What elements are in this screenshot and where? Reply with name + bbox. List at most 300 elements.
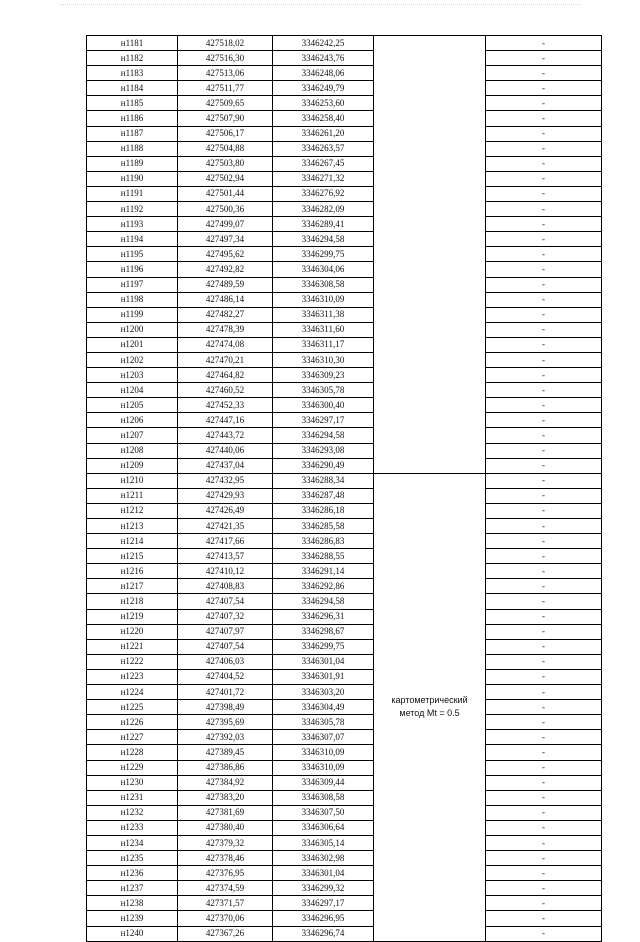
x-coordinate-cell: 427503,80 bbox=[178, 156, 273, 171]
method-label-line2: метод Mt = 0.5 bbox=[399, 708, 460, 719]
note-cell: - bbox=[486, 51, 602, 66]
point-id-cell: н1229 bbox=[87, 760, 178, 775]
y-coordinate-cell: 3346249,79 bbox=[273, 81, 374, 96]
point-id-cell: н1215 bbox=[87, 549, 178, 564]
y-coordinate-cell: 3346289,41 bbox=[273, 217, 374, 232]
note-cell: - bbox=[486, 36, 602, 51]
y-coordinate-cell: 3346287,48 bbox=[273, 488, 374, 503]
note-cell: - bbox=[486, 579, 602, 594]
x-coordinate-cell: 427501,44 bbox=[178, 186, 273, 201]
note-cell: - bbox=[486, 428, 602, 443]
table-row bbox=[87, 217, 602, 232]
note-cell: - bbox=[486, 111, 602, 126]
y-coordinate-cell: 3346301,04 bbox=[273, 866, 374, 881]
table-row bbox=[87, 307, 602, 322]
table-row bbox=[87, 368, 602, 383]
table-row bbox=[87, 186, 602, 201]
y-coordinate-cell: 3346253,60 bbox=[273, 96, 374, 111]
y-coordinate-cell: 3346311,60 bbox=[273, 322, 374, 337]
x-coordinate-cell: 427381,69 bbox=[178, 805, 273, 820]
point-id-cell: н1205 bbox=[87, 398, 178, 413]
point-id-cell: н1237 bbox=[87, 881, 178, 896]
point-id-cell: н1187 bbox=[87, 126, 178, 141]
x-coordinate-cell: 427407,97 bbox=[178, 624, 273, 639]
table-row bbox=[87, 262, 602, 277]
x-coordinate-cell: 427470,21 bbox=[178, 352, 273, 367]
table-row bbox=[87, 881, 602, 896]
note-cell: - bbox=[486, 881, 602, 896]
table-row bbox=[87, 519, 602, 534]
method-cell bbox=[374, 473, 486, 941]
x-coordinate-cell: 427392,03 bbox=[178, 730, 273, 745]
table-row bbox=[87, 36, 602, 51]
x-coordinate-cell: 427407,54 bbox=[178, 594, 273, 609]
note-cell: - bbox=[486, 292, 602, 307]
point-id-cell: н1200 bbox=[87, 322, 178, 337]
x-coordinate-cell: 427404,52 bbox=[178, 669, 273, 684]
y-coordinate-cell: 3346286,83 bbox=[273, 534, 374, 549]
table-row bbox=[87, 866, 602, 881]
note-cell: - bbox=[486, 66, 602, 81]
point-id-cell: н1183 bbox=[87, 66, 178, 81]
note-cell: - bbox=[486, 760, 602, 775]
x-coordinate-cell: 427497,34 bbox=[178, 232, 273, 247]
table-row bbox=[87, 202, 602, 217]
y-coordinate-cell: 3346243,76 bbox=[273, 51, 374, 66]
note-cell: - bbox=[486, 926, 602, 941]
coordinates-table bbox=[86, 35, 602, 942]
x-coordinate-cell: 427482,27 bbox=[178, 307, 273, 322]
x-coordinate-cell: 427489,59 bbox=[178, 277, 273, 292]
table-row bbox=[87, 926, 602, 941]
table-row bbox=[87, 458, 602, 473]
table-row bbox=[87, 775, 602, 790]
note-cell: - bbox=[486, 141, 602, 156]
x-coordinate-cell: 427389,45 bbox=[178, 745, 273, 760]
x-coordinate-cell: 427371,57 bbox=[178, 896, 273, 911]
point-id-cell: н1208 bbox=[87, 443, 178, 458]
y-coordinate-cell: 3346294,58 bbox=[273, 232, 374, 247]
point-id-cell: н1190 bbox=[87, 171, 178, 186]
point-id-cell: н1220 bbox=[87, 624, 178, 639]
x-coordinate-cell: 427386,86 bbox=[178, 760, 273, 775]
note-cell: - bbox=[486, 669, 602, 684]
table-row bbox=[87, 111, 602, 126]
y-coordinate-cell: 3346307,50 bbox=[273, 805, 374, 820]
table-row bbox=[87, 126, 602, 141]
table-row bbox=[87, 413, 602, 428]
note-cell: - bbox=[486, 398, 602, 413]
note-cell: - bbox=[486, 171, 602, 186]
note-cell: - bbox=[486, 639, 602, 654]
x-coordinate-cell: 427395,69 bbox=[178, 715, 273, 730]
y-coordinate-cell: 3346305,14 bbox=[273, 835, 374, 850]
y-coordinate-cell: 3346306,64 bbox=[273, 820, 374, 835]
x-coordinate-cell: 427492,82 bbox=[178, 262, 273, 277]
y-coordinate-cell: 3346305,78 bbox=[273, 715, 374, 730]
y-coordinate-cell: 3346309,23 bbox=[273, 368, 374, 383]
point-id-cell: н1227 bbox=[87, 730, 178, 745]
table-row bbox=[87, 745, 602, 760]
x-coordinate-cell: 427460,52 bbox=[178, 383, 273, 398]
y-coordinate-cell: 3346242,25 bbox=[273, 36, 374, 51]
x-coordinate-cell: 427464,82 bbox=[178, 368, 273, 383]
y-coordinate-cell: 3346294,58 bbox=[273, 594, 374, 609]
x-coordinate-cell: 427401,72 bbox=[178, 685, 273, 700]
table-row bbox=[87, 579, 602, 594]
table-row bbox=[87, 805, 602, 820]
table-row bbox=[87, 96, 602, 111]
y-coordinate-cell: 3346304,49 bbox=[273, 700, 374, 715]
x-coordinate-cell: 427407,54 bbox=[178, 639, 273, 654]
point-id-cell: н1188 bbox=[87, 141, 178, 156]
y-coordinate-cell: 3346282,09 bbox=[273, 202, 374, 217]
note-cell: - bbox=[486, 337, 602, 352]
table-row bbox=[87, 156, 602, 171]
note-cell: - bbox=[486, 186, 602, 201]
table-row bbox=[87, 715, 602, 730]
table-row bbox=[87, 654, 602, 669]
x-coordinate-cell: 427495,62 bbox=[178, 247, 273, 262]
table-row bbox=[87, 624, 602, 639]
x-coordinate-cell: 427421,35 bbox=[178, 519, 273, 534]
note-cell: - bbox=[486, 503, 602, 518]
x-coordinate-cell: 427370,06 bbox=[178, 911, 273, 926]
table-row bbox=[87, 277, 602, 292]
table-row bbox=[87, 790, 602, 805]
x-coordinate-cell: 427516,30 bbox=[178, 51, 273, 66]
point-id-cell: н1186 bbox=[87, 111, 178, 126]
x-coordinate-cell: 427447,16 bbox=[178, 413, 273, 428]
y-coordinate-cell: 3346303,20 bbox=[273, 685, 374, 700]
x-coordinate-cell: 427500,36 bbox=[178, 202, 273, 217]
note-cell: - bbox=[486, 488, 602, 503]
table-row bbox=[87, 443, 602, 458]
x-coordinate-cell: 427379,32 bbox=[178, 835, 273, 850]
point-id-cell: н1217 bbox=[87, 579, 178, 594]
table-row bbox=[87, 398, 602, 413]
table-row bbox=[87, 66, 602, 81]
point-id-cell: н1209 bbox=[87, 458, 178, 473]
table-row bbox=[87, 594, 602, 609]
y-coordinate-cell: 3346307,07 bbox=[273, 730, 374, 745]
y-coordinate-cell: 3346299,75 bbox=[273, 247, 374, 262]
note-cell: - bbox=[486, 866, 602, 881]
point-id-cell: н1223 bbox=[87, 669, 178, 684]
note-cell: - bbox=[486, 549, 602, 564]
x-coordinate-cell: 427378,46 bbox=[178, 851, 273, 866]
table-row bbox=[87, 337, 602, 352]
x-coordinate-cell: 427408,83 bbox=[178, 579, 273, 594]
point-id-cell: н1182 bbox=[87, 51, 178, 66]
y-coordinate-cell: 3346305,78 bbox=[273, 383, 374, 398]
y-coordinate-cell: 3346297,17 bbox=[273, 896, 374, 911]
note-cell: - bbox=[486, 473, 602, 488]
y-coordinate-cell: 3346310,09 bbox=[273, 760, 374, 775]
y-coordinate-cell: 3346276,92 bbox=[273, 186, 374, 201]
table-row bbox=[87, 81, 602, 96]
x-coordinate-cell: 427474,08 bbox=[178, 337, 273, 352]
point-id-cell: н1196 bbox=[87, 262, 178, 277]
y-coordinate-cell: 3346311,38 bbox=[273, 307, 374, 322]
note-cell: - bbox=[486, 896, 602, 911]
point-id-cell: н1235 bbox=[87, 851, 178, 866]
y-coordinate-cell: 3346248,06 bbox=[273, 66, 374, 81]
table-row bbox=[87, 700, 602, 715]
note-cell: - bbox=[486, 232, 602, 247]
scan-header-artifact bbox=[60, 4, 580, 11]
x-coordinate-cell: 427384,92 bbox=[178, 775, 273, 790]
x-coordinate-cell: 427413,57 bbox=[178, 549, 273, 564]
table-row bbox=[87, 534, 602, 549]
y-coordinate-cell: 3346261,20 bbox=[273, 126, 374, 141]
table-row bbox=[87, 232, 602, 247]
x-coordinate-cell: 427478,39 bbox=[178, 322, 273, 337]
x-coordinate-cell: 427367,26 bbox=[178, 926, 273, 941]
table-row bbox=[87, 639, 602, 654]
note-cell: - bbox=[486, 383, 602, 398]
x-coordinate-cell: 427432,95 bbox=[178, 473, 273, 488]
y-coordinate-cell: 3346271,32 bbox=[273, 171, 374, 186]
y-coordinate-cell: 3346310,09 bbox=[273, 745, 374, 760]
method-label-line1: картометрический bbox=[391, 695, 468, 706]
x-coordinate-cell: 427507,90 bbox=[178, 111, 273, 126]
table-row bbox=[87, 383, 602, 398]
note-cell: - bbox=[486, 805, 602, 820]
x-coordinate-cell: 427410,12 bbox=[178, 564, 273, 579]
point-id-cell: н1219 bbox=[87, 609, 178, 624]
note-cell: - bbox=[486, 745, 602, 760]
note-cell: - bbox=[486, 790, 602, 805]
note-cell: - bbox=[486, 685, 602, 700]
coordinates-table-body bbox=[87, 36, 602, 942]
y-coordinate-cell: 3346267,45 bbox=[273, 156, 374, 171]
x-coordinate-cell: 427380,40 bbox=[178, 820, 273, 835]
point-id-cell: н1236 bbox=[87, 866, 178, 881]
point-id-cell: н1194 bbox=[87, 232, 178, 247]
y-coordinate-cell: 3346298,67 bbox=[273, 624, 374, 639]
note-cell: - bbox=[486, 458, 602, 473]
table-row bbox=[87, 141, 602, 156]
point-id-cell: н1193 bbox=[87, 217, 178, 232]
point-id-cell: н1218 bbox=[87, 594, 178, 609]
table-row bbox=[87, 685, 602, 700]
table-row bbox=[87, 820, 602, 835]
y-coordinate-cell: 3346291,14 bbox=[273, 564, 374, 579]
table-row bbox=[87, 564, 602, 579]
note-cell: - bbox=[486, 126, 602, 141]
y-coordinate-cell: 3346308,58 bbox=[273, 790, 374, 805]
note-cell: - bbox=[486, 96, 602, 111]
point-id-cell: н1199 bbox=[87, 307, 178, 322]
point-id-cell: н1212 bbox=[87, 503, 178, 518]
point-id-cell: н1204 bbox=[87, 383, 178, 398]
note-cell: - bbox=[486, 851, 602, 866]
x-coordinate-cell: 427513,06 bbox=[178, 66, 273, 81]
x-coordinate-cell: 427440,06 bbox=[178, 443, 273, 458]
table-row bbox=[87, 835, 602, 850]
note-cell: - bbox=[486, 835, 602, 850]
y-coordinate-cell: 3346301,04 bbox=[273, 654, 374, 669]
point-id-cell: н1233 bbox=[87, 820, 178, 835]
x-coordinate-cell: 427417,66 bbox=[178, 534, 273, 549]
table-row bbox=[87, 896, 602, 911]
note-cell: - bbox=[486, 202, 602, 217]
note-cell: - bbox=[486, 156, 602, 171]
note-cell: - bbox=[486, 352, 602, 367]
x-coordinate-cell: 427437,04 bbox=[178, 458, 273, 473]
method-cell-empty bbox=[374, 36, 486, 474]
table-row bbox=[87, 503, 602, 518]
x-coordinate-cell: 427499,07 bbox=[178, 217, 273, 232]
table-row bbox=[87, 171, 602, 186]
point-id-cell: н1185 bbox=[87, 96, 178, 111]
note-cell: - bbox=[486, 700, 602, 715]
table-row bbox=[87, 730, 602, 745]
table-row bbox=[87, 51, 602, 66]
x-coordinate-cell: 427383,20 bbox=[178, 790, 273, 805]
note-cell: - bbox=[486, 217, 602, 232]
point-id-cell: н1198 bbox=[87, 292, 178, 307]
note-cell: - bbox=[486, 730, 602, 745]
y-coordinate-cell: 3346299,75 bbox=[273, 639, 374, 654]
x-coordinate-cell: 427486,14 bbox=[178, 292, 273, 307]
y-coordinate-cell: 3346293,08 bbox=[273, 443, 374, 458]
y-coordinate-cell: 3346290,49 bbox=[273, 458, 374, 473]
note-cell: - bbox=[486, 307, 602, 322]
point-id-cell: н1192 bbox=[87, 202, 178, 217]
point-id-cell: н1226 bbox=[87, 715, 178, 730]
note-cell: - bbox=[486, 413, 602, 428]
point-id-cell: н1207 bbox=[87, 428, 178, 443]
note-cell: - bbox=[486, 564, 602, 579]
point-id-cell: н1230 bbox=[87, 775, 178, 790]
note-cell: - bbox=[486, 322, 602, 337]
y-coordinate-cell: 3346299,32 bbox=[273, 881, 374, 896]
y-coordinate-cell: 3346296,74 bbox=[273, 926, 374, 941]
point-id-cell: н1216 bbox=[87, 564, 178, 579]
y-coordinate-cell: 3346304,06 bbox=[273, 262, 374, 277]
point-id-cell: н1202 bbox=[87, 352, 178, 367]
point-id-cell: н1232 bbox=[87, 805, 178, 820]
point-id-cell: н1234 bbox=[87, 835, 178, 850]
y-coordinate-cell: 3346310,30 bbox=[273, 352, 374, 367]
y-coordinate-cell: 3346286,18 bbox=[273, 503, 374, 518]
point-id-cell: н1206 bbox=[87, 413, 178, 428]
x-coordinate-cell: 427429,93 bbox=[178, 488, 273, 503]
point-id-cell: н1201 bbox=[87, 337, 178, 352]
y-coordinate-cell: 3346302,98 bbox=[273, 851, 374, 866]
table-row bbox=[87, 322, 602, 337]
x-coordinate-cell: 427504,88 bbox=[178, 141, 273, 156]
note-cell: - bbox=[486, 624, 602, 639]
x-coordinate-cell: 427509,65 bbox=[178, 96, 273, 111]
point-id-cell: н1221 bbox=[87, 639, 178, 654]
point-id-cell: н1240 bbox=[87, 926, 178, 941]
point-id-cell: н1181 bbox=[87, 36, 178, 51]
point-id-cell: н1203 bbox=[87, 368, 178, 383]
y-coordinate-cell: 3346300,40 bbox=[273, 398, 374, 413]
note-cell: - bbox=[486, 519, 602, 534]
note-cell: - bbox=[486, 775, 602, 790]
table-row bbox=[87, 428, 602, 443]
note-cell: - bbox=[486, 443, 602, 458]
point-id-cell: н1184 bbox=[87, 81, 178, 96]
point-id-cell: н1195 bbox=[87, 247, 178, 262]
note-cell: - bbox=[486, 715, 602, 730]
point-id-cell: н1239 bbox=[87, 911, 178, 926]
note-cell: - bbox=[486, 277, 602, 292]
x-coordinate-cell: 427426,49 bbox=[178, 503, 273, 518]
table-row bbox=[87, 549, 602, 564]
point-id-cell: н1231 bbox=[87, 790, 178, 805]
table-row bbox=[87, 488, 602, 503]
x-coordinate-cell: 427407,32 bbox=[178, 609, 273, 624]
x-coordinate-cell: 427511,77 bbox=[178, 81, 273, 96]
y-coordinate-cell: 3346288,34 bbox=[273, 473, 374, 488]
y-coordinate-cell: 3346288,55 bbox=[273, 549, 374, 564]
table-row bbox=[87, 760, 602, 775]
note-cell: - bbox=[486, 81, 602, 96]
note-cell: - bbox=[486, 609, 602, 624]
point-id-cell: н1213 bbox=[87, 519, 178, 534]
note-cell: - bbox=[486, 820, 602, 835]
y-coordinate-cell: 3346308,58 bbox=[273, 277, 374, 292]
note-cell: - bbox=[486, 594, 602, 609]
point-id-cell: н1214 bbox=[87, 534, 178, 549]
note-cell: - bbox=[486, 247, 602, 262]
note-cell: - bbox=[486, 368, 602, 383]
note-cell: - bbox=[486, 262, 602, 277]
y-coordinate-cell: 3346294,58 bbox=[273, 428, 374, 443]
point-id-cell: н1238 bbox=[87, 896, 178, 911]
y-coordinate-cell: 3346296,31 bbox=[273, 609, 374, 624]
y-coordinate-cell: 3346309,44 bbox=[273, 775, 374, 790]
note-cell: - bbox=[486, 534, 602, 549]
x-coordinate-cell: 427398,49 bbox=[178, 700, 273, 715]
y-coordinate-cell: 3346301,91 bbox=[273, 669, 374, 684]
point-id-cell: н1211 bbox=[87, 488, 178, 503]
y-coordinate-cell: 3346296,95 bbox=[273, 911, 374, 926]
table-row bbox=[87, 292, 602, 307]
y-coordinate-cell: 3346285,58 bbox=[273, 519, 374, 534]
table-row bbox=[87, 851, 602, 866]
point-id-cell: н1191 bbox=[87, 186, 178, 201]
point-id-cell: н1225 bbox=[87, 700, 178, 715]
note-cell: - bbox=[486, 654, 602, 669]
x-coordinate-cell: 427518,02 bbox=[178, 36, 273, 51]
table-row bbox=[87, 609, 602, 624]
note-cell: - bbox=[486, 911, 602, 926]
y-coordinate-cell: 3346292,86 bbox=[273, 579, 374, 594]
x-coordinate-cell: 427376,95 bbox=[178, 866, 273, 881]
x-coordinate-cell: 427506,17 bbox=[178, 126, 273, 141]
table-row bbox=[87, 669, 602, 684]
y-coordinate-cell: 3346310,09 bbox=[273, 292, 374, 307]
y-coordinate-cell: 3346311,17 bbox=[273, 337, 374, 352]
point-id-cell: н1197 bbox=[87, 277, 178, 292]
x-coordinate-cell: 427443,72 bbox=[178, 428, 273, 443]
y-coordinate-cell: 3346297,17 bbox=[273, 413, 374, 428]
point-id-cell: н1224 bbox=[87, 685, 178, 700]
point-id-cell: н1189 bbox=[87, 156, 178, 171]
point-id-cell: н1210 bbox=[87, 473, 178, 488]
table-row bbox=[87, 352, 602, 367]
table-row bbox=[87, 911, 602, 926]
x-coordinate-cell: 427502,94 bbox=[178, 171, 273, 186]
x-coordinate-cell: 427374,59 bbox=[178, 881, 273, 896]
x-coordinate-cell: 427452,33 bbox=[178, 398, 273, 413]
